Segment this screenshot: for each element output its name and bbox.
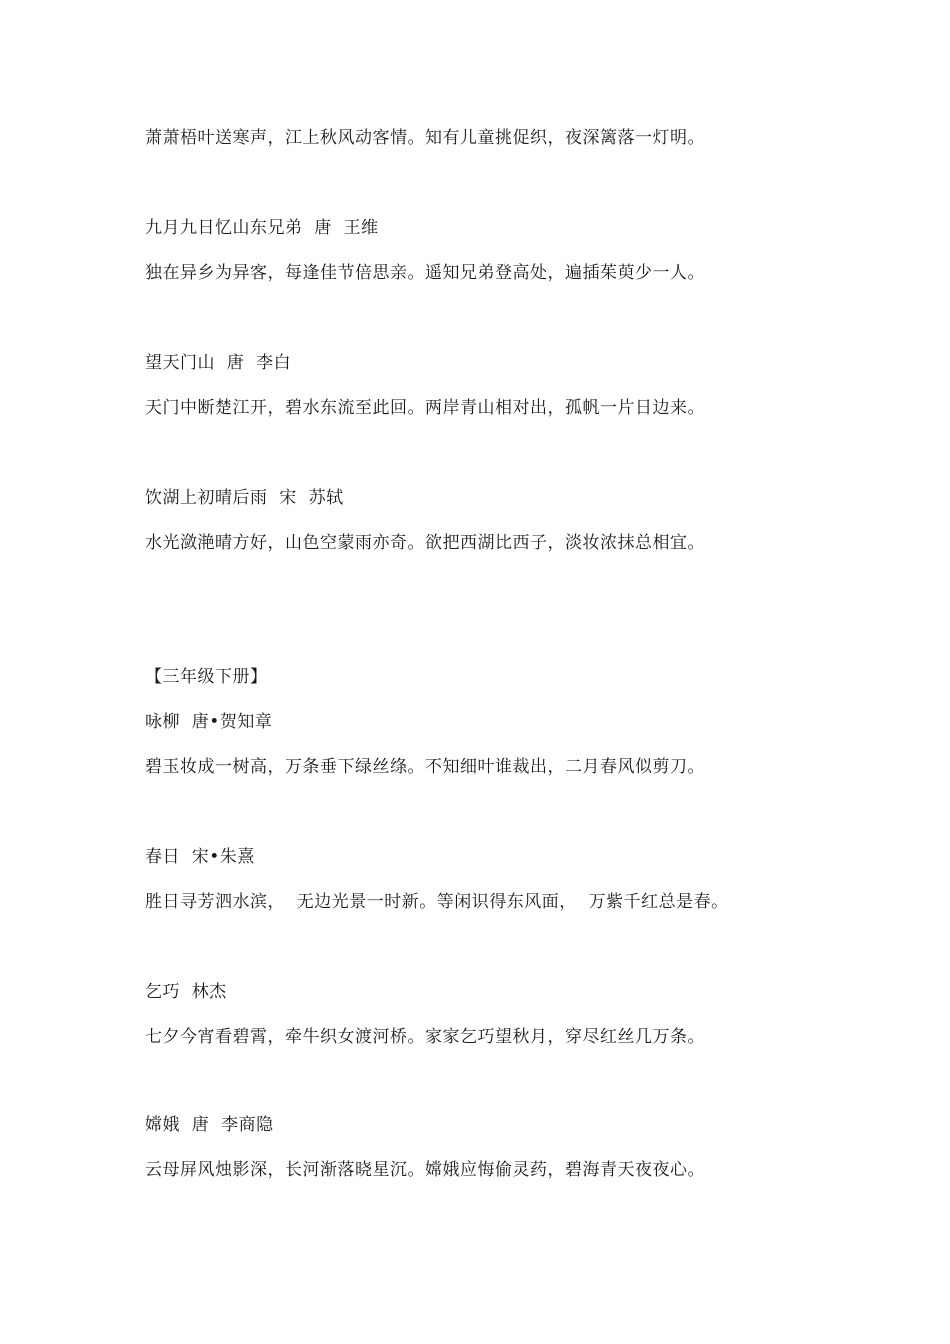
poem-verse: 萧萧梧叶送寒声，江上秋风动客情。知有儿童挑促织，夜深篱落一灯明。 bbox=[145, 128, 705, 148]
poem-verse: 天门中断楚江开，碧水东流至此回。两岸青山相对出，孤帆一片日边来。 bbox=[145, 398, 705, 418]
poem-title: 咏柳 唐•贺知章 bbox=[145, 712, 273, 732]
poem-verse: 胜日寻芳泗水滨， 无边光景一时新。等闲识得东风面， 万紫千红总是春。 bbox=[145, 892, 729, 912]
poem-title: 望天门山 唐 李白 bbox=[145, 353, 292, 373]
poem-title: 春日 宋•朱熹 bbox=[145, 847, 255, 867]
poem-title: 九月九日忆山东兄弟 唐 王维 bbox=[145, 218, 379, 238]
poem-verse: 云母屏风烛影深，长河渐落晓星沉。嫦娥应悔偷灵药，碧海青天夜夜心。 bbox=[145, 1160, 705, 1180]
poem-verse: 水光潋滟晴方好，山色空蒙雨亦奇。欲把西湖比西子，淡妆浓抹总相宜。 bbox=[145, 533, 705, 553]
section-heading: 【三年级下册】 bbox=[145, 667, 268, 687]
poem-verse: 独在异乡为异客，每逢佳节倍思亲。遥知兄弟登高处，遍插茱萸少一人。 bbox=[145, 263, 705, 283]
poem-verse: 七夕今宵看碧霄，牵牛织女渡河桥。家家乞巧望秋月，穿尽红丝几万条。 bbox=[145, 1027, 705, 1047]
poem-title: 嫦娥 唐 李商隐 bbox=[145, 1115, 274, 1135]
poem-title: 饮湖上初晴后雨 宋 苏轼 bbox=[145, 488, 344, 508]
poem-title: 乞巧 林杰 bbox=[145, 982, 227, 1002]
poem-verse: 碧玉妆成一树高，万条垂下绿丝绦。不知细叶谁裁出，二月春风似剪刀。 bbox=[145, 757, 705, 777]
